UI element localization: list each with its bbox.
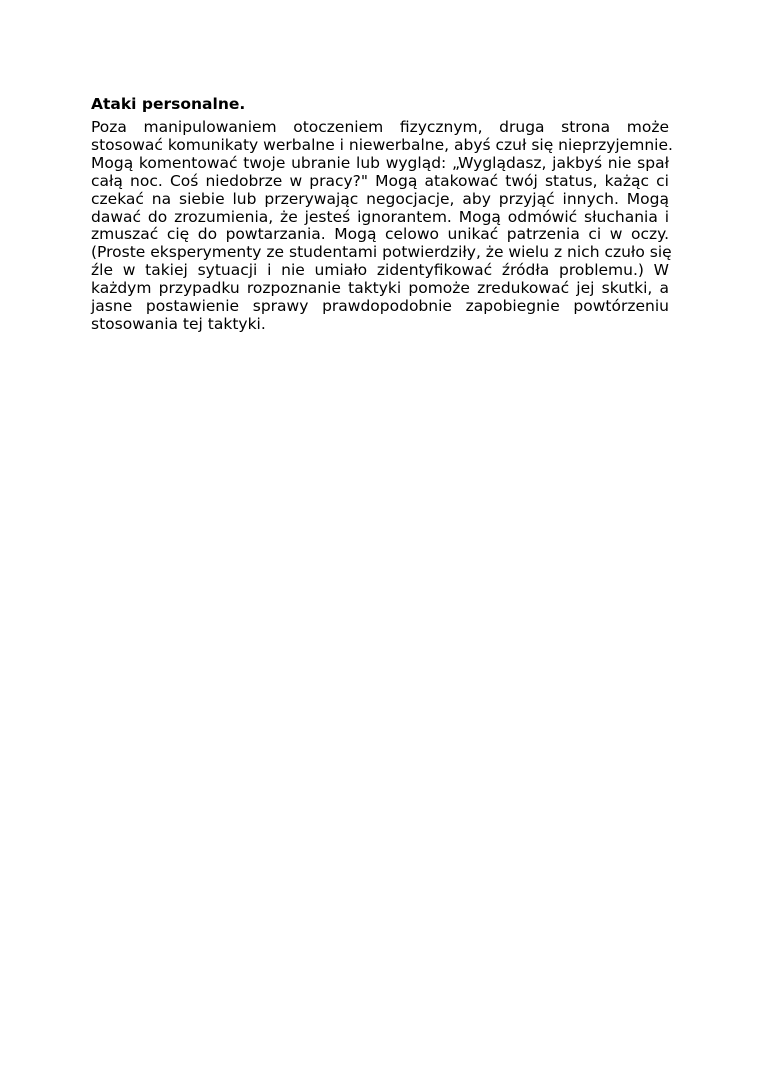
body-paragraph [91, 118, 673, 334]
paragraph-line: każdym przypadku rozpoznanie taktyki pomoże zredukować jej skutki, a [91, 279, 669, 298]
paragraph-line: Mogą komentować twoje ubranie lub wygląd: „Wyglądasz, jakbyś nie spał [91, 153, 669, 172]
paragraph-line: stosowania tej taktyki. [91, 314, 266, 333]
paragraph-line: zmuszać cię do powtarzania. Mogą celowo unikać patrzenia ci w oczy. [91, 225, 669, 244]
paragraph-line: stosować komunikaty werbalne i niewerbalne, abyś czuł się nieprzyjemnie. [91, 135, 673, 154]
paragraph-line: Poza manipulowaniem otoczeniem fizycznym, druga strona może [91, 118, 669, 136]
paragraph-line: jasne postawienie sprawy prawdopodobnie zapobiegnie powtórzeniu [91, 297, 669, 316]
paragraph-line: całą noc. Coś niedobrze w pracy?" Mogą atakować twój status, każąc ci [91, 171, 669, 190]
paragraph-line: źle w takiej sytuacji i nie umiało zidentyfikować źródła problemu.) W [91, 261, 669, 280]
paragraph-line: (Proste eksperymenty ze studentami potwierdziły, że wielu z nich czuło się [91, 243, 672, 262]
paragraph-line: czekać na siebie lub przerywając negocjacje, aby przyjąć innych. Mogą [91, 189, 669, 208]
section-heading: Ataki personalne. [91, 95, 246, 113]
document-content [91, 94, 673, 334]
paragraph-line: dawać do zrozumienia, że jesteś ignorantem. Mogą odmówić słuchania i [91, 207, 669, 226]
